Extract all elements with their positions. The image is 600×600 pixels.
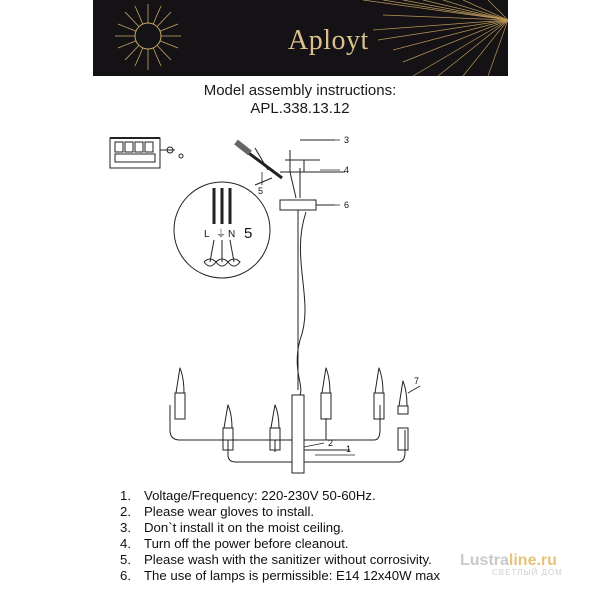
chandelier-arms [170,405,405,462]
model-number: APL.338.13.12 [250,100,350,117]
callout-3: 3 [344,135,350,145]
suspension-cable [297,210,306,395]
callout-leaders [262,140,420,455]
watermark-subtitle: СВЕТЛЫЙ ДОМ [492,568,563,577]
center-column [292,395,304,473]
callout-6: 6 [344,200,350,210]
instructions-list [120,488,440,584]
document-title: Model assembly instructions: [203,82,397,99]
callout-1: 1 [346,444,352,454]
list-item: 2. Please wear gloves to install. [120,504,315,519]
list-item: 4. Turn off the power before cleanout. [120,536,349,551]
list-item: 3. Don`t install it on the moist ceiling. [120,520,345,535]
list-item: 1. Voltage/Frequency: 220-230V 50-60Hz. [120,488,376,503]
detail-number: 5 [244,225,253,242]
callout-5: 5 [258,186,264,196]
callout-2: 2 [328,438,334,448]
watermark-logo: Lustraline.ru [460,552,557,569]
callout-4: 4 [344,165,350,175]
brand-logo: Aployt [288,25,369,56]
callout-7: 7 [414,376,420,386]
wire-label-neutral: N [228,229,236,240]
ground-icon: ⏚ [216,229,226,240]
ceiling-bracket [280,140,345,198]
screwdriver-illustration [236,142,282,178]
terminal-block [110,138,183,168]
list-item: 6. The use of lamps is permissible: E14 12x40W max [120,568,441,583]
list-item: 5. Please wash with the sanitizer without corrosivity. [120,552,432,567]
wire-label-live: L [204,229,210,240]
